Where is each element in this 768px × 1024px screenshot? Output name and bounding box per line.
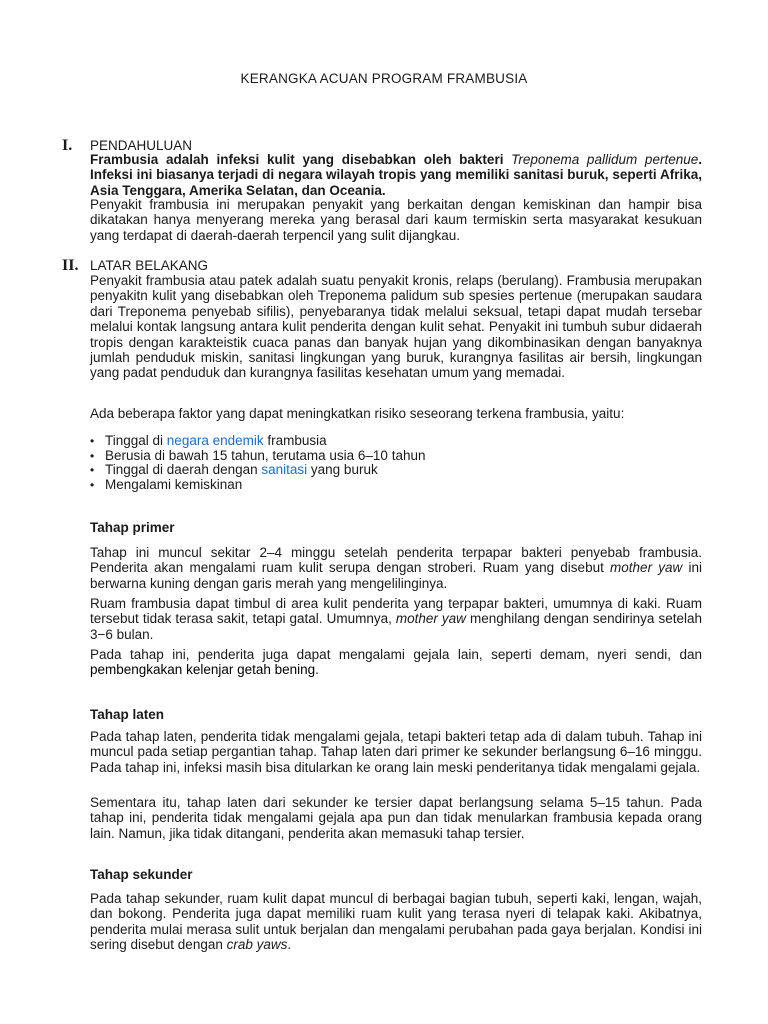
list-item bbox=[90, 478, 425, 493]
link-negara-endemik[interactable]: negara endemik bbox=[166, 433, 264, 448]
list-item bbox=[90, 434, 425, 449]
text-run: ini berwarna kuning dengan garis merah yang mengelilinginya. bbox=[90, 560, 702, 591]
latar-belakang-paragraph-2: Ada beberapa faktor yang dapat meningkatkan risiko seseorang terkena frambusia, yaitu: bbox=[90, 406, 625, 421]
text-run: Tinggal di bbox=[105, 433, 167, 448]
list-item bbox=[90, 463, 425, 478]
text-run: Frambusia adalah infeksi kulit yang disebabkan oleh bakteri bbox=[90, 152, 512, 167]
link-sanitasi[interactable]: sanitasi bbox=[261, 462, 308, 478]
document-title: KERANGKA ACUAN PROGRAM FRAMBUSIA bbox=[240, 71, 528, 86]
text-run: Berusia di bawah 15 tahun, terutama usia 6–10 tahun bbox=[105, 447, 426, 463]
text-run: Tinggal di daerah dengan bbox=[105, 462, 262, 478]
text-run: yang buruk bbox=[307, 462, 378, 478]
text-run: pembengkakan kelenjar getah bening bbox=[90, 662, 316, 678]
primer-paragraph-2 bbox=[90, 596, 702, 642]
text-run: Tahap ini muncul sekitar 2–4 minggu setelah penderita terpapar bakteri penyebab frambusia. Penderita akan mengalami ruam kulit serupa dengan stroberi. Ruam yang disebut bbox=[90, 545, 702, 576]
text-run: Pada tahap sekunder, ruam kulit dapat muncul di berbagai bagian tubuh, seperti kaki, lengan, wajah, dan bokong. Penderita juga dapat memiliki ruam kulit yang terasa nyeri di telapak kaki. Akibatnya, penderita mulai merasa sulit untuk berjalan dan mengalami perubahan pada gaya berjalan. Kondisi ini sering disebut dengan bbox=[90, 891, 702, 953]
section-number: I. bbox=[62, 137, 73, 154]
term-italic: mother yaw bbox=[610, 560, 683, 576]
pendahuluan-paragraph-1 bbox=[90, 152, 702, 198]
subheading-tahap-laten: Tahap laten bbox=[90, 707, 165, 722]
text-run: frambusia bbox=[263, 433, 327, 448]
text-run: Ruam frambusia dapat timbul di area kulit penderita yang terpapar bakteri, umumnya di kaki. Ruam tersebut tidak terasa sakit, tetapi gatal. Umumnya, bbox=[90, 596, 702, 627]
text-run: menghilang dengan sendirinya setelah 3−6 bulan. bbox=[90, 611, 702, 642]
subheading-tahap-sekunder: Tahap sekunder bbox=[90, 867, 193, 882]
pendahuluan-paragraph-2: Penyakit frambusia ini merupakan penyakit yang berkaitan dengan kemiskinan dan hampir bisa dikatakan hanya menyerang mereka yang berasal dari kaum termiskin serta masyarakat kesukuan yang terdapat di daerah-daerah terpencil yang sulit dijangkau. bbox=[90, 197, 702, 243]
primer-paragraph-1 bbox=[90, 545, 702, 591]
section-title: PENDAHULUAN bbox=[90, 138, 193, 153]
text-run: Pada tahap ini, penderita juga dapat mengalami gejala lain, seperti demam, nyeri sendi, dan bbox=[90, 647, 702, 662]
laten-paragraph-1: Pada tahap laten, penderita tidak mengalami gejala, tetapi bakteri tetap ada di dalam tubuh. Tahap ini muncul pada setiap pergantian tahap. Tahap laten dari primer ke sekunder berlangsung 6–16 minggu. Pada tahap ini, infeksi masih bisa ditularkan ke orang lain meski penderitanya tidak mengalami gejala. bbox=[90, 729, 702, 775]
text-run: . bbox=[287, 937, 292, 953]
sekunder-paragraph-1 bbox=[90, 891, 702, 953]
laten-paragraph-2: Sementara itu, tahap laten dari sekunder ke tersier dapat berlangsung selama 5–15 tahun. Pada tahap ini, penderita tidak mengalami gejala apa pun dan tidak menularkan frambusia kepada orang lain. Namun, jika tidak ditangani, penderita akan memasuki tahap tersier. bbox=[90, 795, 702, 841]
section-title: LATAR BELAKANG bbox=[90, 258, 209, 273]
latar-belakang-paragraph-1: Penyakit frambusia atau patek adalah suatu penyakit kronis, relaps (berulang). Frambusia merupakan penyakitn kulit yang disebabkan oleh Treponema palidum sub spesies pertenue (merupakan saudara dari Treponema penyebab sifilis), penyebaranya tidak melalui seksual, tetapi dapat mudah tersebar melalui kontak langsung antara kulit penderita dengan kulit sehat. Penyakit ini tumbuh subur didaerah tropis dengan karakteistik cuaca panas dan banyak hujan yang dikombinasikan dengan banyaknya jumlah penduduk miskin, sanitasi lingkungan yang buruk, kurangnya fasilitas air bersih, lingkungan yang padat penduduk dan kurangnya fasilitas kesehatan umum yang memadai. bbox=[90, 273, 702, 381]
risk-factor-list bbox=[90, 434, 425, 492]
text-run: Mengalami kemiskinan bbox=[105, 476, 243, 492]
term-italic: crab yaws bbox=[226, 937, 288, 953]
primer-paragraph-3 bbox=[90, 647, 702, 678]
text-run: . Infeksi ini biasanya terjadi di negara wilayah tropis yang memiliki sanitasi buruk, seperti Afrika, Asia Tenggara, Amerika Selatan, dan Oceania. bbox=[90, 152, 702, 198]
scientific-name: Treponema pallidum pertenue bbox=[511, 152, 699, 167]
list-item bbox=[90, 449, 425, 464]
term-italic: mother yaw bbox=[395, 611, 466, 627]
text-run: . bbox=[315, 662, 319, 678]
subheading-tahap-primer: Tahap primer bbox=[90, 520, 175, 535]
section-number: II. bbox=[62, 257, 79, 274]
